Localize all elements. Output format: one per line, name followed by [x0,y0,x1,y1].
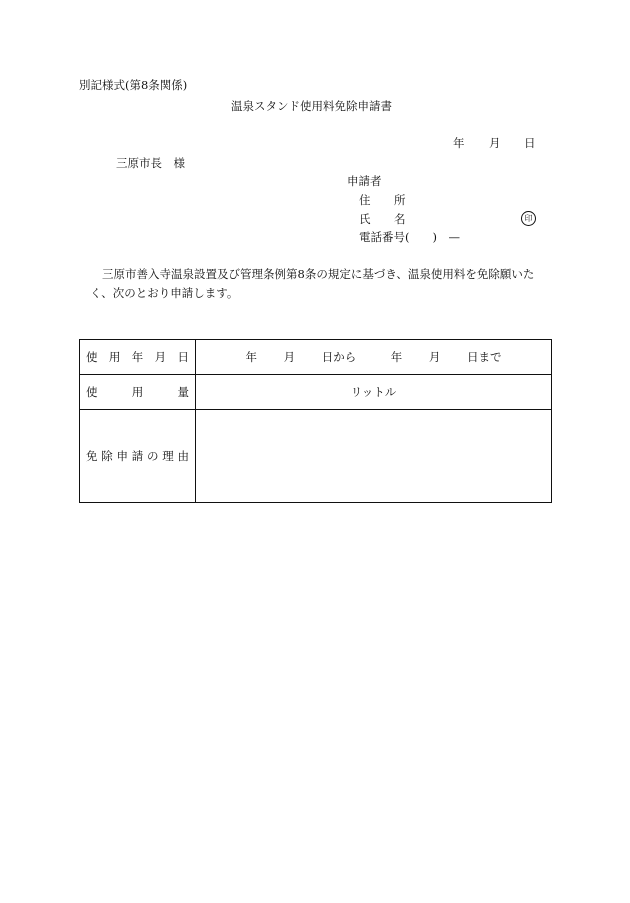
address-label-char-2: 所 [394,193,406,207]
exemption-reason-label [80,410,196,503]
usage-dates-label-char: 日 [177,350,189,364]
usage-dates-label-char: 月 [154,350,167,364]
applicant-heading: 申請者 [347,174,382,188]
form-reference: 別記様式(第8条関係) [79,78,188,92]
usage-amount-label-char: 量 [177,385,189,399]
table-row-usage-amount [80,375,552,410]
name-label-char-1: 氏 [359,212,371,226]
phone-label: 電話番号( ) — [359,230,460,244]
usage-dates-label-char: 年 [131,350,144,364]
usage-dates-value[interactable]: 年 月 日から 年 月 日まで [196,340,552,375]
exemption-reason-label-char: 請 [131,449,144,463]
address-label-char-1: 住 [359,193,371,207]
date-month-label: 月 [489,136,501,150]
exemption-reason-label-char: の [147,449,159,463]
date-day-label: 日 [524,136,536,150]
exemption-reason-label-char: 由 [177,449,189,463]
addressee: 三原市長 様 [116,156,185,170]
exemption-reason-label-char: 免 [86,449,98,463]
page-title: 温泉スタンド使用料免除申請書 [231,99,392,113]
usage-amount-value[interactable]: リットル [196,375,552,410]
exemption-reason-label-char: 除 [101,449,113,463]
date-year-label: 年 [453,136,465,150]
usage-dates-label-char: 使 [86,350,98,364]
exemption-reason-label-char: 理 [162,449,174,463]
usage-amount-label-char: 用 [131,385,144,399]
seal-mark: 印 [521,211,536,226]
usage-dates-label-char: 用 [108,350,121,364]
usage-amount-label [80,375,196,410]
exemption-reason-label-char: 申 [116,449,128,463]
table-row-usage-dates [80,340,552,375]
usage-dates-label [80,340,196,375]
usage-amount-label-char: 使 [86,385,98,399]
body-text-line-2: く、次のとおり申請します。 [90,286,239,300]
body-text-line-1: 三原市善入寺温泉設置及び管理条例第8条の規定に基づき、温泉使用料を免除願いた [102,267,535,281]
name-label-char-2: 名 [394,212,406,226]
application-table [79,339,552,503]
table-row-exemption-reason [80,410,552,503]
exemption-reason-value[interactable] [196,410,552,503]
